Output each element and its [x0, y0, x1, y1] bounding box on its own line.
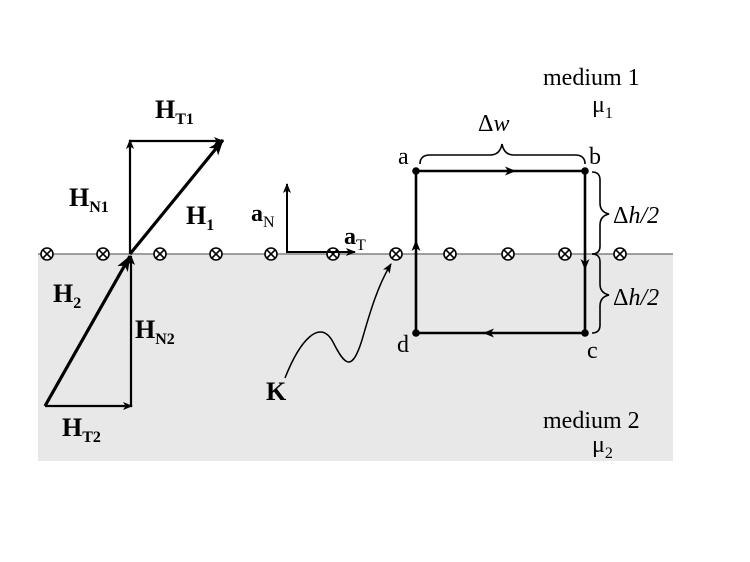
medium-1-permeability: $\mu_1$ — [592, 92, 613, 122]
ht1-label: $H_{T1}$ — [155, 95, 194, 128]
corner-a-label: a — [398, 144, 409, 170]
current-into-page-icon — [390, 248, 402, 260]
hn2-label: $H_{N2}$ — [135, 315, 175, 348]
current-into-page-icon — [327, 248, 339, 260]
current-into-page-icon — [614, 248, 626, 260]
current-into-page-icon — [265, 248, 277, 260]
h1-vector-arrow — [130, 140, 223, 254]
medium-2-name: medium 2 — [543, 408, 640, 434]
upper-height-label: Δh/2 — [613, 203, 660, 229]
width-label: Δw — [478, 111, 510, 137]
current-into-page-icon — [444, 248, 456, 260]
medium-2-permeability: $\mu_2$ — [592, 432, 613, 462]
hn1-label: $H_{N1}$ — [69, 183, 109, 216]
current-into-page-icon — [502, 248, 514, 260]
medium-1-name: medium 1 — [543, 65, 640, 91]
surface-current-label: K — [266, 377, 287, 406]
normal-unit-vector-label: $a_N$ — [251, 201, 275, 231]
corner-b-label: b — [589, 144, 601, 170]
current-into-page-icon — [559, 248, 571, 260]
current-into-page-icon — [41, 248, 53, 260]
ht2-label: $H_{T2}$ — [62, 413, 101, 446]
h2-label: $H_2$ — [53, 279, 82, 312]
current-into-page-icon — [154, 248, 166, 260]
corner-c-label: c — [587, 338, 598, 364]
corner-d-label: d — [397, 332, 409, 358]
h1-label: $H_1$ — [186, 201, 215, 234]
upper-height-brace — [592, 172, 609, 254]
tangential-unit-vector-label: $a_T$ — [344, 224, 366, 254]
lower-height-label: Δh/2 — [613, 285, 660, 311]
width-brace — [420, 144, 585, 164]
current-into-page-icon — [210, 248, 222, 260]
current-into-page-icon — [97, 248, 109, 260]
